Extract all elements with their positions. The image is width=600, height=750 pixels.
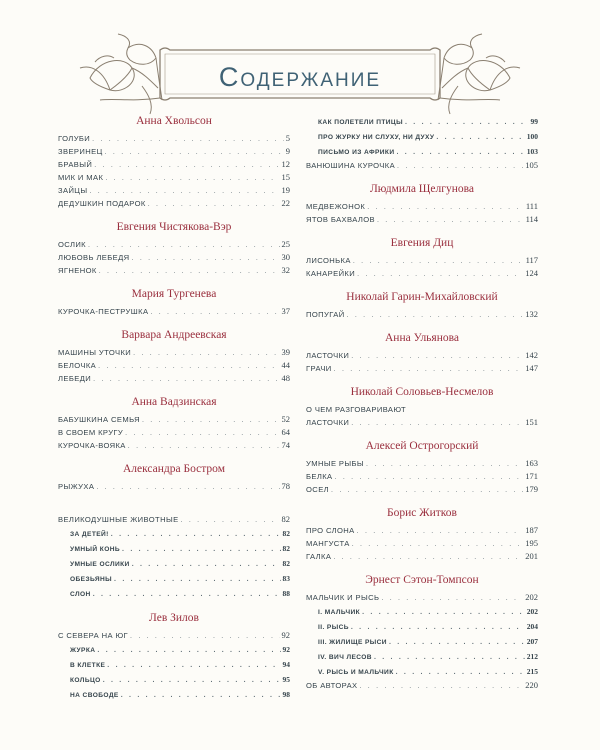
toc-entry[interactable] xyxy=(58,184,290,197)
entry-title: ГРАЧИ xyxy=(306,364,332,373)
toc-column-right xyxy=(306,114,538,692)
page-number: 39 xyxy=(281,347,290,357)
toc-entry[interactable] xyxy=(58,629,290,642)
entry-title: О ЧЕМ РАЗГОВАРИВАЮТ xyxy=(306,405,407,414)
page-number: 82 xyxy=(281,514,290,524)
dot-leader xyxy=(105,146,284,159)
entry-title: ЗВЕРИНЕЦ xyxy=(58,147,103,156)
entry-title: В КЛЕТКЕ xyxy=(70,662,106,669)
dot-leader xyxy=(114,572,280,587)
page-number: 52 xyxy=(281,414,290,424)
dot-leader xyxy=(377,214,524,227)
entry-title: БЕЛОЧКА xyxy=(58,361,97,370)
dot-leader xyxy=(111,527,281,542)
toc-entry[interactable] xyxy=(58,238,290,251)
dot-leader xyxy=(125,427,279,440)
section-spacer xyxy=(58,493,290,513)
dot-leader xyxy=(396,665,525,680)
dot-leader xyxy=(333,551,523,564)
toc-entry[interactable] xyxy=(306,524,538,537)
page-number: 187 xyxy=(525,525,538,535)
page-number: 204 xyxy=(526,622,538,631)
entry-title: III. ЖИЛИЩЕ РЫСИ xyxy=(318,639,387,646)
dot-leader xyxy=(351,417,523,430)
entry-title: ГАЛКА xyxy=(306,552,332,561)
dot-leader xyxy=(99,265,280,278)
toc-entry[interactable] xyxy=(306,200,538,213)
toc-entry[interactable] xyxy=(58,480,290,493)
section-spacer xyxy=(306,429,538,439)
section-spacer xyxy=(306,496,538,506)
entry-title: ЛАСТОЧКИ xyxy=(306,418,350,427)
dot-leader xyxy=(331,484,523,497)
dot-leader xyxy=(381,592,523,605)
toc-entry[interactable] xyxy=(58,556,290,571)
toc-entry[interactable] xyxy=(306,550,538,563)
author-heading: Борис Житков xyxy=(387,507,457,519)
page-number: 64 xyxy=(281,427,290,437)
toc-entry[interactable] xyxy=(306,470,538,483)
dot-leader xyxy=(367,201,524,214)
toc-entry[interactable] xyxy=(306,403,538,416)
page-number: 82 xyxy=(282,529,290,538)
toc-entry[interactable] xyxy=(306,254,538,267)
dot-leader xyxy=(128,440,280,453)
entry-title: УМНЫЙ КОНЬ xyxy=(70,546,121,553)
dot-leader xyxy=(96,481,279,494)
dot-leader xyxy=(92,133,284,146)
section-spacer xyxy=(306,375,538,385)
toc-entry[interactable] xyxy=(58,197,290,210)
toc-entry[interactable] xyxy=(58,541,290,556)
entry-title: ЗАЙЦЫ xyxy=(58,186,88,195)
section-spacer xyxy=(306,280,538,290)
page-number: 212 xyxy=(526,652,538,661)
section-spacer xyxy=(58,277,290,287)
toc-entry[interactable] xyxy=(306,457,538,470)
toc-entry[interactable] xyxy=(58,359,290,372)
entry-title: ЯГНЕНОК xyxy=(58,266,97,275)
page-number: 15 xyxy=(281,172,290,182)
author-heading: Анна Хвольсон xyxy=(136,115,212,127)
page-number: 30 xyxy=(281,252,290,262)
entry-title: БАБУШКИНА СЕМЬЯ xyxy=(58,415,141,424)
author-heading: Александра Бостром xyxy=(122,463,225,475)
toc-entry[interactable] xyxy=(306,129,538,144)
toc-entry[interactable] xyxy=(306,634,538,649)
page-number: 82 xyxy=(282,544,290,553)
dot-leader xyxy=(150,306,279,319)
section-spacer xyxy=(306,226,538,236)
dot-leader xyxy=(357,525,524,538)
section-spacer xyxy=(58,601,290,611)
page-number: 103 xyxy=(526,147,538,156)
entry-title: НА СВОБОДЕ xyxy=(70,692,119,699)
toc-entry[interactable] xyxy=(58,264,290,277)
section-spacer xyxy=(306,321,538,331)
dot-leader xyxy=(389,635,525,650)
page-number: 163 xyxy=(525,458,538,468)
entry-title: ОСЕЛ xyxy=(306,485,330,494)
dot-leader xyxy=(94,159,279,172)
page-number: 202 xyxy=(525,592,538,602)
dot-leader xyxy=(98,360,279,373)
toc-entry[interactable] xyxy=(306,213,538,226)
page-number: 142 xyxy=(525,350,538,360)
dot-leader xyxy=(436,130,524,145)
page-number: 132 xyxy=(525,309,538,319)
toc-entry[interactable] xyxy=(58,672,290,687)
author-heading: Евгения Диц xyxy=(390,237,454,249)
entry-title: ПРО ЖУРКУ НИ СЛУХУ, НИ ДУХУ xyxy=(318,134,435,141)
page-number: 92 xyxy=(281,630,290,640)
page-number: 74 xyxy=(281,440,290,450)
entry-title: ПОПУГАЙ xyxy=(306,310,345,319)
dot-leader xyxy=(105,172,279,185)
entry-title: МАНГУСТА xyxy=(306,539,350,548)
page-number: 94 xyxy=(282,660,290,669)
entry-title: IV. ВИЧ ЛЕСОВ xyxy=(318,654,372,661)
entry-title: ЛИСОНЬКА xyxy=(306,256,351,265)
entry-title: КУРОЧКА-ПЕСТРУШКА xyxy=(58,307,149,316)
page-number: 220 xyxy=(525,680,538,690)
section-spacer xyxy=(58,210,290,220)
page-number: 151 xyxy=(525,417,538,427)
title-banner xyxy=(70,28,530,120)
dot-leader xyxy=(334,363,524,376)
page-number: 22 xyxy=(281,198,290,208)
toc-entry[interactable] xyxy=(306,619,538,634)
author-heading: Мария Тургенева xyxy=(131,288,217,300)
author-heading: Варвара Андреевская xyxy=(121,329,227,341)
page-number: 88 xyxy=(282,589,290,598)
entry-title: КОЛЬЦО xyxy=(70,677,101,684)
page-number: 201 xyxy=(525,551,538,561)
toc-entry[interactable] xyxy=(58,145,290,158)
dot-leader xyxy=(366,458,523,471)
page-number: 92 xyxy=(282,645,290,654)
entry-title: КУРОЧКА-ВОЯКА xyxy=(58,441,126,450)
entry-title: МАШИНЫ УТОЧКИ xyxy=(58,348,132,357)
toc-entry[interactable] xyxy=(58,426,290,439)
page-number: 124 xyxy=(525,268,538,278)
toc-entry[interactable] xyxy=(306,144,538,159)
page-number: 207 xyxy=(526,637,538,646)
toc-entry[interactable] xyxy=(58,513,290,526)
entry-title: ПРО СЛОНА xyxy=(306,526,355,535)
section-spacer xyxy=(306,172,538,182)
page-number: 44 xyxy=(281,360,290,370)
toc-entry[interactable] xyxy=(58,642,290,657)
author-heading: Алексей Острогорский xyxy=(365,440,479,452)
page-number: 78 xyxy=(281,481,290,491)
section-spacer xyxy=(58,385,290,395)
toc-entry[interactable] xyxy=(306,664,538,679)
entry-title: ОБ АВТОРАХ xyxy=(306,681,358,690)
dot-leader xyxy=(360,680,524,693)
dot-leader xyxy=(133,347,279,360)
page-number: 114 xyxy=(525,214,538,224)
dot-leader xyxy=(397,160,523,173)
toc-entry[interactable] xyxy=(306,537,538,550)
dot-leader xyxy=(397,145,525,160)
toc-entry[interactable] xyxy=(58,657,290,672)
page-number: 48 xyxy=(281,373,290,383)
dot-leader xyxy=(132,252,280,265)
entry-title: КАНАРЕЙКИ xyxy=(306,269,356,278)
toc-entry[interactable] xyxy=(306,483,538,496)
dot-leader xyxy=(353,255,524,268)
page-number: 98 xyxy=(282,690,290,699)
entry-title: ВАНЮШИНА КУРОЧКА xyxy=(306,161,396,170)
author-heading: Лев Зилов xyxy=(149,612,199,624)
entry-title: ВЕЛИКОДУШНЫЕ ЖИВОТНЫЕ xyxy=(58,515,179,524)
toc-entry[interactable] xyxy=(58,586,290,601)
entry-title: БЕЛКА xyxy=(306,472,333,481)
entry-title: БРАВЫЙ xyxy=(58,160,93,169)
entry-title: ЗА ДЕТЕЙ! xyxy=(70,531,109,538)
toc-entry[interactable] xyxy=(58,439,290,452)
page-number: 105 xyxy=(525,160,538,170)
toc-entry[interactable] xyxy=(58,687,290,702)
entry-title: ЛЕБЕДИ xyxy=(58,374,92,383)
dot-leader xyxy=(121,688,281,703)
page-number: 179 xyxy=(525,484,538,494)
toc-entry[interactable] xyxy=(58,372,290,385)
toc-entry[interactable] xyxy=(306,679,538,692)
page-number: 12 xyxy=(281,159,290,169)
toc-entry[interactable] xyxy=(306,308,538,321)
author-heading: Николай Соловьев-Несмелов xyxy=(350,386,494,398)
page-number: 202 xyxy=(526,607,538,616)
author-heading: Евгения Чистякова-Вэр xyxy=(116,221,232,233)
page-number: 171 xyxy=(525,471,538,481)
entry-title: ПИСЬМО ИЗ АФРИКИ xyxy=(318,149,395,156)
toc-entry[interactable] xyxy=(58,171,290,184)
entry-title: КАК ПОЛЕТЕЛИ ПТИЦЫ xyxy=(318,119,403,126)
toc-entry[interactable] xyxy=(306,114,538,129)
entry-title: С СЕВЕРА НА ЮГ xyxy=(58,631,129,640)
entry-title: I. МАЛЬЧИК xyxy=(318,609,361,616)
dot-leader xyxy=(405,115,529,130)
toc-entry[interactable] xyxy=(306,267,538,280)
entry-title: В СВОЕМ КРУГУ xyxy=(58,428,124,437)
dot-leader xyxy=(97,643,280,658)
toc-entry[interactable] xyxy=(58,346,290,359)
dot-leader xyxy=(93,587,281,602)
page-number: 37 xyxy=(281,306,290,316)
entry-title: ОСЛИК xyxy=(58,240,87,249)
page-number: 82 xyxy=(282,559,290,568)
toc-entry[interactable] xyxy=(58,571,290,586)
entry-title: ЛАСТОЧКИ xyxy=(306,351,350,360)
entry-title: УМНЫЕ ОСЛИКИ xyxy=(70,561,130,568)
page-number: 95 xyxy=(282,675,290,684)
entry-title: СЛОН xyxy=(70,591,91,598)
author-heading: Николай Гарин-Михайловский xyxy=(346,291,498,303)
dot-leader xyxy=(93,373,279,386)
page-number: 111 xyxy=(525,201,538,211)
page-number: 5 xyxy=(285,133,290,143)
section-spacer xyxy=(58,452,290,462)
dot-leader xyxy=(103,673,281,688)
entry-title: ДЕДУШКИН ПОДАРОК xyxy=(58,199,146,208)
page-number: 32 xyxy=(281,265,290,275)
section-spacer xyxy=(306,563,538,573)
entry-title: ОБЕЗЬЯНЫ xyxy=(70,576,113,583)
entry-title: II. РЫСЬ xyxy=(318,624,349,631)
entry-title: РЫЖУХА xyxy=(58,482,95,491)
section-spacer xyxy=(58,318,290,328)
toc-entry[interactable] xyxy=(58,413,290,426)
dot-leader xyxy=(181,514,280,527)
page-number: 147 xyxy=(525,363,538,373)
dot-leader xyxy=(130,630,279,643)
toc-entry[interactable] xyxy=(58,251,290,264)
dot-leader xyxy=(148,198,280,211)
entry-title: V. РЫСЬ И МАЛЬЧИК xyxy=(318,669,394,676)
page-number: 19 xyxy=(281,185,290,195)
toc-entry[interactable] xyxy=(306,416,538,429)
entry-title: ЛЮБОВЬ ЛЕБЕДЯ xyxy=(58,253,130,262)
page-number: 99 xyxy=(530,117,538,126)
page-number: 215 xyxy=(526,667,538,676)
toc-entry[interactable] xyxy=(58,305,290,318)
toc-entry[interactable] xyxy=(306,349,538,362)
toc-entry[interactable] xyxy=(306,604,538,619)
entry-title: УМНЫЕ РЫБЫ xyxy=(306,459,365,468)
entry-title: МАЛЬЧИК И РЫСЬ xyxy=(306,593,380,602)
toc-column-left xyxy=(58,114,290,702)
dot-leader xyxy=(107,658,280,673)
dot-leader xyxy=(142,414,279,427)
toc-entry[interactable] xyxy=(58,132,290,145)
entry-title: ЖУРКА xyxy=(70,647,96,654)
entry-title: МИК И МАК xyxy=(58,173,104,182)
dot-leader xyxy=(374,650,525,665)
dot-leader xyxy=(352,538,524,551)
entry-title: ГОЛУБИ xyxy=(58,134,91,143)
toc-entry[interactable] xyxy=(58,158,290,171)
dot-leader xyxy=(122,542,280,557)
dot-leader xyxy=(335,471,524,484)
dot-leader xyxy=(362,605,525,620)
toc-entry[interactable] xyxy=(306,159,538,172)
dot-leader xyxy=(357,268,523,281)
toc-entry[interactable] xyxy=(306,649,538,664)
dot-leader xyxy=(347,309,524,322)
dot-leader xyxy=(351,620,525,635)
page-number: 195 xyxy=(525,538,538,548)
page-number: 100 xyxy=(526,132,538,141)
page-number: 117 xyxy=(525,255,538,265)
entry-title: ЯТОВ БАХВАЛОВ xyxy=(306,215,376,224)
author-heading: Анна Ульянова xyxy=(385,332,459,344)
page-number: 25 xyxy=(281,239,290,249)
page-title: Содержание xyxy=(218,62,382,92)
page-number: 83 xyxy=(282,574,290,583)
toc-entry[interactable] xyxy=(58,526,290,541)
toc-entry[interactable] xyxy=(306,591,538,604)
dot-leader xyxy=(132,557,281,572)
dot-leader xyxy=(351,350,523,363)
entry-title: МЕДВЕЖОНОК xyxy=(306,202,366,211)
author-heading: Людмила Щелгунова xyxy=(369,183,474,195)
page-number: 9 xyxy=(285,146,290,156)
toc-entry[interactable] xyxy=(306,362,538,375)
author-heading: Анна Вадзинская xyxy=(131,396,217,408)
author-heading: Эрнест Сэтон-Томпсон xyxy=(365,574,479,586)
